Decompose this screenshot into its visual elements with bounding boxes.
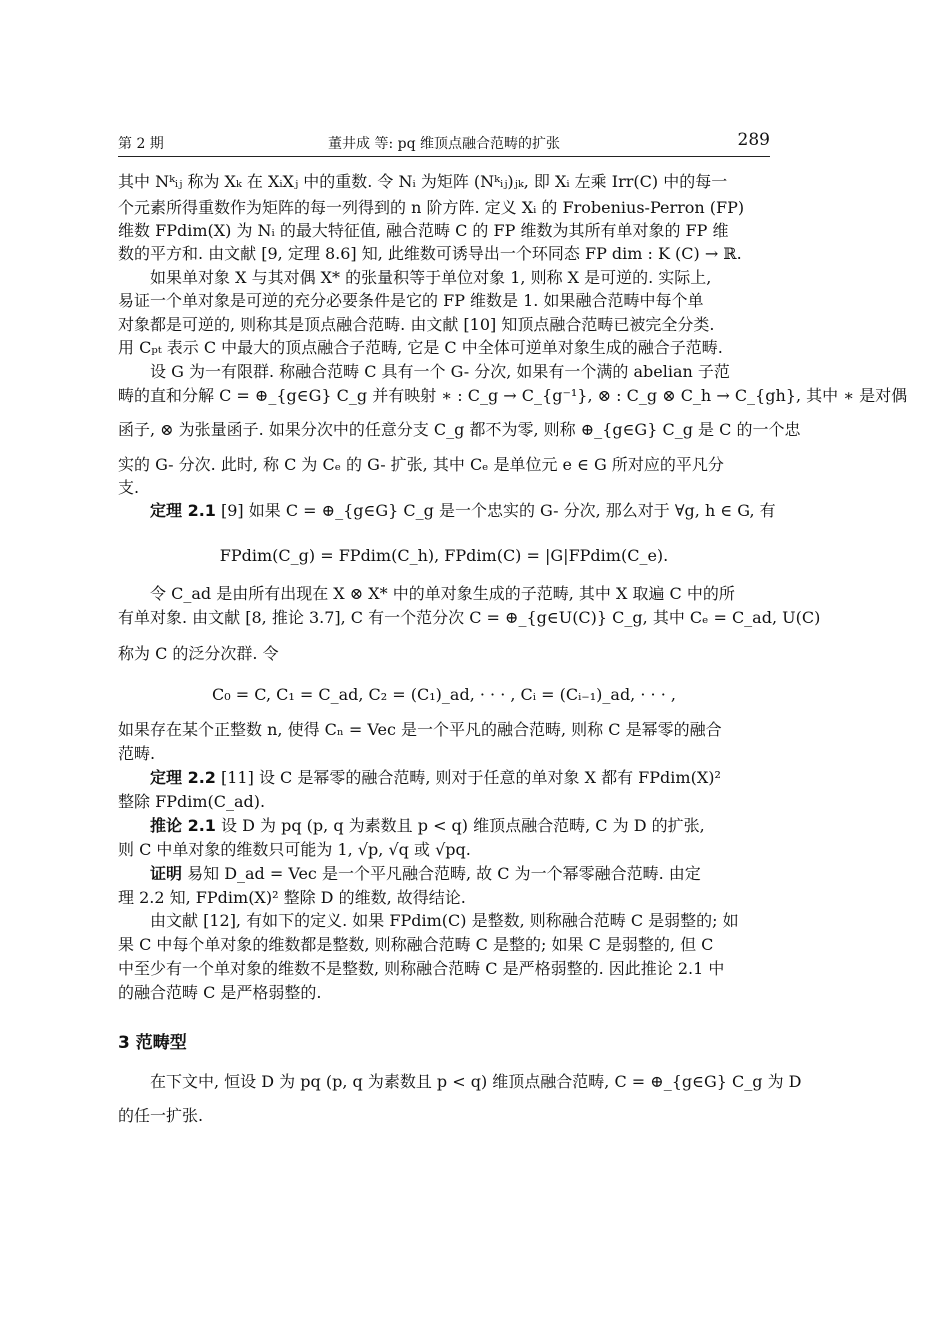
equation-nilpotent-series: C₀ = C, C₁ = C_ad, C₂ = (C₁)_ad, · · · , Cᵢ = (Cᵢ₋₁)_ad, · · · , [212,685,676,704]
text-line: 中至少有一个单对象的维数不是整数, 则称融合范畴 C 是严格弱整的. 因此推论 2.1 中 [118,959,725,978]
theorem-2-1 [150,501,776,521]
text-line: 畴的直和分解 C = ⊕_{g∈G} C_g 并有映射 ∗ : C_g → C_{g⁻¹}, ⊗ : C_g ⊗ C_h → C_{gh}, 其中 ∗ 是对偶 [118,386,908,405]
theorem-label: 定理 2.2 [150,768,216,787]
proof-text: 易知 D_ad = Vec 是一个平凡融合范畴, 故 C 为一个幂零融合范畴. 由定 [182,864,701,883]
text-line: 设 G 为一有限群. 称融合范畴 C 具有一个 G- 分次, 如果有一个满的 abelian 子范 [150,362,730,381]
corollary-text: 设 D 为 pq (p, q 为素数且 p < q) 维顶点融合范畴, C 为 D 的扩张, [215,816,705,835]
text-line: 如果存在某个正整数 n, 使得 Cₙ = Vec 是一个平凡的融合范畴, 则称 C 是幂零的融合 [118,720,722,739]
text-line: 其中 Nᵏᵢⱼ 称为 Xₖ 在 XᵢXⱼ 中的重数. 令 Nᵢ 为矩阵 (Nᵏᵢⱼ)ⱼₖ, 即 Xᵢ 左乘 Irr(C) 中的每一 [118,172,728,191]
page-number: 289 [737,130,770,150]
equation-fpdim: FPdim(C_g) = FPdim(C_h), FPdim(C) = |G|FPdim(C_e). [219,546,669,565]
text-line: 的任一扩张. [118,1106,204,1125]
corollary-2-1 [150,816,770,836]
text-line: 范畴. [118,744,156,763]
theorem-2-2 [150,768,770,788]
text-line: 称为 C 的泛分次群. 令 [118,644,279,663]
theorem-text: [9] 如果 C = ⊕_{g∈G} C_g 是一个忠实的 G- 分次, 那么对于 ∀g, h ∈ G, 有 [215,501,776,520]
text-line: 则 C 中单对象的维数只可能为 1, √p, √q 或 √pq. [118,840,471,859]
text-line: 的融合范畴 C 是严格弱整的. [118,983,322,1002]
text-line: 易证一个单对象是可逆的充分必要条件是它的 FP 维数是 1. 如果融合范畴中每个单 [118,291,704,310]
theorem-label: 定理 2.1 [150,501,216,520]
text-line: 用 Cₚₜ 表示 C 中最大的顶点融合子范畴, 它是 C 中全体可逆单对象生成的融合子范畴. [118,338,723,357]
section-heading: 3 范畴型 [118,1033,187,1053]
text-line: 对象都是可逆的, 则称其是顶点融合范畴. 由文献 [10] 知顶点融合范畴已被完全分类. [118,315,715,334]
text-line: 函子, ⊗ 为张量函子. 如果分次中的任意分支 C_g 都不为零, 则称 ⊕_{g∈G} C_g 是 C 的一个忠 [118,420,801,439]
header-rule [118,156,770,157]
text-line: 支. [118,478,140,497]
text-line: 实的 G- 分次. 此时, 称 C 为 Cₑ 的 G- 扩张, 其中 Cₑ 是单位元 e ∈ G 所对应的平凡分 [118,455,724,474]
corollary-label: 推论 2.1 [150,816,216,835]
theorem-text: [11] 设 C 是幂零的融合范畴, 则对于任意的单对象 X 都有 FPdim(X)² [215,768,721,787]
running-header [118,130,770,155]
text-line: 在下文中, 恒设 D 为 pq (p, q 为素数且 p < q) 维顶点融合范畴, C = ⊕_{g∈G} C_g 为 D [150,1072,802,1091]
text-line: 如果单对象 X 与其对偶 X* 的张量积等于单位对象 1, 则称 X 是可逆的. 实际上, [150,268,712,287]
running-title: 董井成 等: pq 维顶点融合范畴的扩张 [328,136,560,152]
text-line: 个元素所得重数作为矩阵的每一列得到的 n 阶方阵. 定义 Xᵢ 的 Frobenius-Perron (FP) [118,198,745,217]
text-line: 由文献 [12], 有如下的定义. 如果 FPdim(C) 是整数, 则称融合范畴 C 是弱整的; 如 [150,911,739,930]
text-line: 数的平方和. 由文献 [9, 定理 8.6] 知, 此维数可诱导出一个环同态 FP dim : K (C) → ℝ. [118,244,742,263]
text-line: 果 C 中每个单对象的维数都是整数, 则称融合范畴 C 是整的; 如果 C 是弱整的, 但 C [118,935,714,954]
text-line: 理 2.2 知, FPdim(X)² 整除 D 的维数, 故得结论. [118,888,466,907]
text-line: 有单对象. 由文献 [8, 推论 3.7], C 有一个范分次 C = ⊕_{g∈U(C)} C_g, 其中 Cₑ = C_ad, U(C) [118,608,821,627]
proof [150,864,770,884]
text-line: 整除 FPdim(C_ad). [118,792,266,811]
text-line: 令 C_ad 是由所有出现在 X ⊗ X* 中的单对象生成的子范畴, 其中 X 取遍 C 中的所 [150,584,735,603]
issue-number: 第 2 期 [118,136,164,152]
proof-label: 证明 [150,864,183,883]
text-line: 维数 FPdim(X) 为 Nᵢ 的最大特征值, 融合范畴 C 的 FP 维数为其所有单对象的 FP 维 [118,221,729,240]
